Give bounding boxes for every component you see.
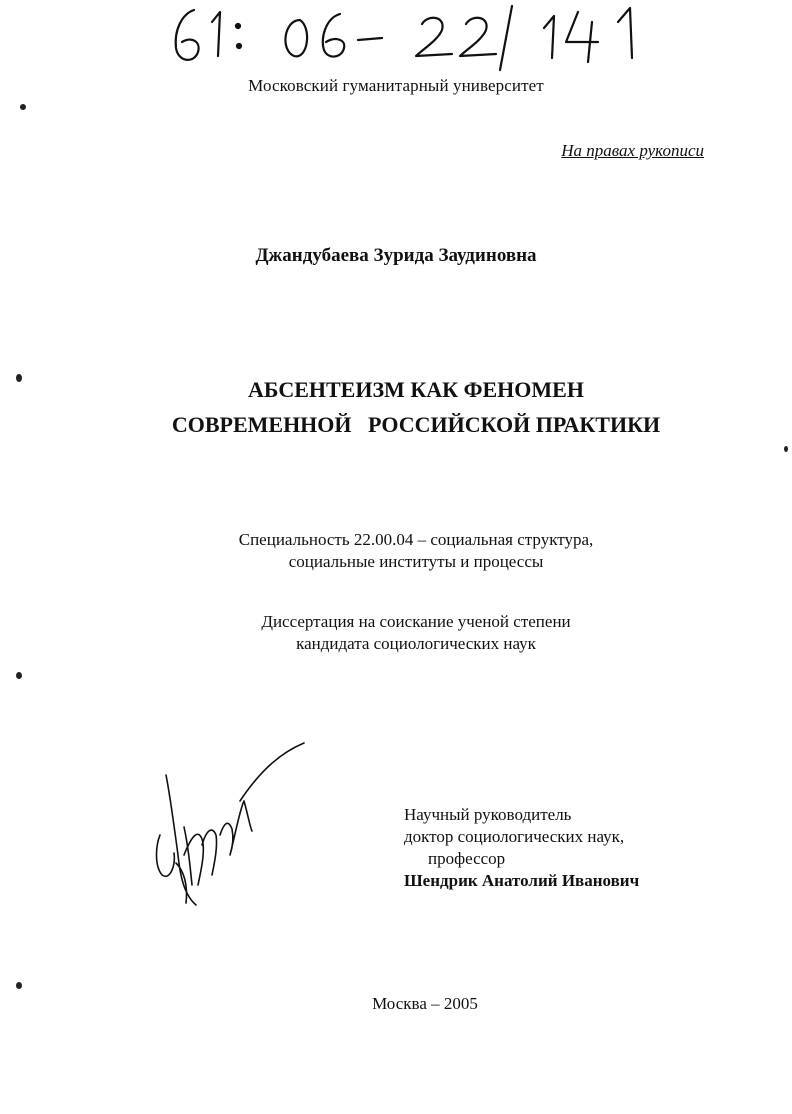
advisor-degree: доктор социологических наук, bbox=[404, 827, 625, 846]
advisor-role: Научный руководитель bbox=[404, 805, 572, 824]
city-and-year: Москва – 2005 bbox=[372, 994, 478, 1013]
scan-speck bbox=[784, 446, 788, 452]
scan-speck bbox=[20, 104, 26, 110]
advisor-name: Шендрик Анатолий Иванович bbox=[404, 871, 640, 890]
scan-speck bbox=[16, 672, 22, 679]
advisor-block bbox=[404, 804, 639, 892]
scan-speck bbox=[16, 982, 22, 989]
title-line-1: АБСЕНТЕИЗМ КАК ФЕНОМЕН bbox=[248, 377, 584, 402]
manuscript-rights-note: На правах рукописи bbox=[561, 141, 704, 160]
degree-block bbox=[0, 611, 792, 655]
specialty-line-2: социальные институты и процессы bbox=[288, 552, 544, 571]
title-line-2: СОВРЕМЕННОЙ РОССИЙСКОЙ ПРАКТИКИ bbox=[171, 412, 661, 437]
degree-line-1: Диссертация на соискание ученой степени bbox=[261, 612, 571, 631]
handwritten-signature bbox=[140, 735, 320, 915]
specialty-block bbox=[0, 529, 792, 573]
handwritten-archive-code bbox=[160, 0, 660, 75]
specialty-line-1: Специальность 22.00.04 – социальная структура, bbox=[238, 530, 594, 549]
author-name: Джандубаева Зурида Заудиновна bbox=[255, 245, 537, 266]
dissertation-title bbox=[0, 372, 792, 442]
degree-line-2: кандидата социологических наук bbox=[296, 634, 536, 653]
university-name: Московский гуманитарный университет bbox=[248, 76, 544, 95]
scan-speck bbox=[16, 374, 22, 382]
advisor-rank: профессор bbox=[428, 849, 506, 868]
